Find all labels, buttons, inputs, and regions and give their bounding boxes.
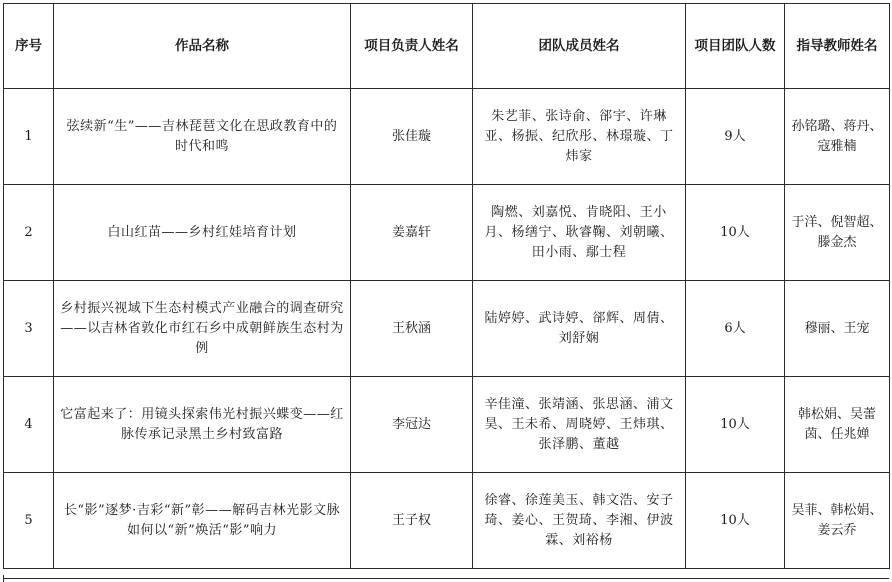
row-count: 10人 — [686, 377, 785, 473]
row-teachers: 于洋、倪智超、滕金杰 — [785, 185, 890, 281]
row-title: 乡村振兴视域下生态村模式产业融合的调查研究——以吉林省敦化市红石乡中成朝鲜族生态村为例 — [54, 281, 351, 377]
row-no: 5 — [4, 473, 54, 569]
award-table — [3, 3, 890, 569]
row-members: 陶燃、刘嘉悦、肯晓阳、王小月、杨缮宁、耿睿鞠、刘朝曦、田小雨、鄢士程 — [473, 185, 686, 281]
table-row — [4, 377, 890, 473]
header-no: 序号 — [4, 4, 54, 89]
header-members: 团队成员姓名 — [473, 4, 686, 89]
row-title: 白山红苗——乡村红娃培育计划 — [54, 185, 351, 281]
row-members: 陆婷婷、武诗婷、郤辉、周倩、刘舒娴 — [473, 281, 686, 377]
row-no: 2 — [4, 185, 54, 281]
row-title: 长“影”逐梦·吉彩“新”彰——解码吉林光影文脉如何以“新”焕活“影”响力 — [54, 473, 351, 569]
table-row — [4, 89, 890, 185]
row-count: 6人 — [686, 281, 785, 377]
row-leader: 王子权 — [351, 473, 473, 569]
row-title: 弦续新“生”——吉林琵琶文化在思政教育中的时代和鸣 — [54, 89, 351, 185]
table-left-rule-stub — [3, 575, 4, 582]
header-count: 项目团队人数 — [686, 4, 785, 89]
row-title: 它富起来了：用镜头探索伟光村振兴蝶变——红脉传承记录黑土乡村致富路 — [54, 377, 351, 473]
header-row — [4, 4, 890, 89]
table-row — [4, 473, 890, 569]
table-bottom-rule — [3, 578, 889, 579]
row-leader: 姜嘉轩 — [351, 185, 473, 281]
row-teachers: 韩松娟、吴蕾茵、任兆婵 — [785, 377, 890, 473]
row-count: 10人 — [686, 185, 785, 281]
row-no: 3 — [4, 281, 54, 377]
row-leader: 张佳璇 — [351, 89, 473, 185]
row-members: 朱艺菲、张诗俞、郤宇、许琳亚、杨振、纪欣彤、林璟璇、丁炜家 — [473, 89, 686, 185]
header-teachers: 指导教师姓名 — [785, 4, 890, 89]
row-no: 4 — [4, 377, 54, 473]
row-members: 徐睿、徐莲美玉、韩文浩、安子琦、姜心、王贺琦、李湘、伊波霖、刘裕杨 — [473, 473, 686, 569]
row-teachers: 穆丽、王宠 — [785, 281, 890, 377]
row-count: 9人 — [686, 89, 785, 185]
row-members: 辛佳潼、张靖涵、张思涵、浦文昊、王未希、周晓婷、王炜琪、张泽鹏、董越 — [473, 377, 686, 473]
row-teachers: 吴菲、韩松娟、姜云乔 — [785, 473, 890, 569]
table-row — [4, 185, 890, 281]
header-leader: 项目负责人姓名 — [351, 4, 473, 89]
row-no: 1 — [4, 89, 54, 185]
row-leader: 王秋涵 — [351, 281, 473, 377]
header-title: 作品名称 — [54, 4, 351, 89]
row-teachers: 孙铭璐、蒋丹、寇雅楠 — [785, 89, 890, 185]
row-leader: 李冠达 — [351, 377, 473, 473]
row-count: 10人 — [686, 473, 785, 569]
table-row — [4, 281, 890, 377]
